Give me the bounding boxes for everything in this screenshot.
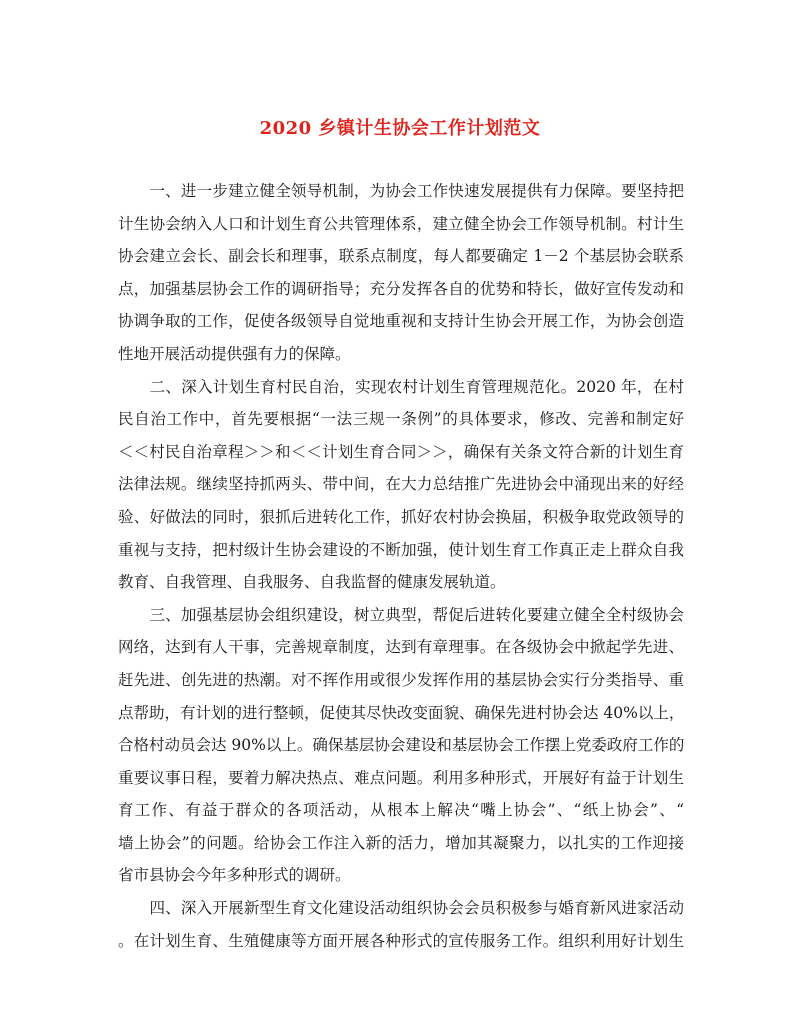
paragraph-line: 民自治工作中，首先要根据“一法三规一条例”的具体要求，修改、完善和制定好: [118, 410, 684, 429]
paragraph-line: ＜＜村民自治章程＞＞和＜＜计划生育合同＞＞，确保有关条文符合新的计划生育: [118, 442, 684, 461]
paragraph-line: 四、深入开展新型生育文化建设活动组织协会会员积极参与婚育新风进家活动: [118, 899, 684, 918]
document-body: [118, 175, 684, 957]
paragraph-line: 点帮助，有计划的进行整顿，促使其尽快改变面貌、确保先进村协会达 40%以上，: [118, 703, 684, 722]
paragraph-line: 重视与支持，把村级计生协会建设的不断加强，使计划生育工作真正走上群众自我: [118, 540, 684, 559]
paragraph-line: 协调争取的工作，促使各级领导自觉地重视和支持计生协会开展工作，为协会创造: [118, 312, 684, 331]
paragraph-line: 。在计划生育、生殖健康等方面开展各种形式的宣传服务工作。组织利用好计划生: [118, 931, 684, 950]
paragraph-line: 育工作、有益于群众的各项活动，从根本上解决“嘴上协会”、“纸上协会”、“: [118, 801, 684, 820]
paragraph-1: [118, 175, 684, 371]
paragraph-line: 二、深入计划生育村民自治，实现农村计划生育管理规范化。2020 年，在村: [118, 377, 684, 396]
paragraph-line: 重要议事日程，要着力解决热点、难点问题。利用多种形式，开展好有益于计划生: [118, 768, 684, 787]
paragraph-line: 合格村动员会达 90%以上。确保基层协会建设和基层协会工作摆上党委政府工作的: [118, 736, 684, 755]
document-title: 2020 乡镇计生协会工作计划范文: [259, 118, 541, 139]
paragraph-4: [118, 892, 684, 957]
paragraph-line: 网络，达到有人干事，完善规章制度，达到有章理事。在各级协会中掀起学先进、: [118, 638, 684, 657]
paragraph-line: 验、好做法的同时，狠抓后进转化工作，抓好农村协会换届，积极争取党政领导的: [118, 507, 684, 526]
paragraph-line: 法律法规。继续坚持抓两头、带中间，在大力总结推广先进协会中涌现出来的好经: [118, 475, 684, 494]
paragraph-3: [118, 599, 684, 892]
paragraph-line: 墙上协会”的问题。给协会工作注入新的活力，增加其凝聚力，以扎实的工作迎接: [118, 833, 684, 852]
paragraph-line: 计生协会纳入人口和计划生育公共管理体系，建立健全协会工作领导机制。村计生: [118, 214, 684, 233]
paragraph-line: 教育、自我管理、自我服务、自我监督的健康发展轨道。: [118, 573, 506, 592]
paragraph-line: 省市县协会今年多种形式的调研。: [118, 866, 351, 885]
paragraph-line: 点，加强基层协会工作的调研指导；充分发挥各自的优势和特长，做好宣传发动和: [118, 279, 684, 298]
paragraph-line: 协会建立会长、副会长和理事，联系点制度，每人都要确定 1－2 个基层协会联系: [118, 247, 684, 266]
paragraph-2: [118, 371, 684, 599]
paragraph-line: 三、加强基层协会组织建设，树立典型，帮促后进转化要建立健全全村级协会: [118, 605, 684, 624]
paragraph-line: 性地开展活动提供强有力的保障。: [118, 344, 351, 363]
paragraph-line: 一、进一步建立健全领导机制，为协会工作快速发展提供有力保障。要坚持把: [118, 182, 684, 200]
paragraph-line: 赶先进、创先进的热潮。对不挥作用或很少发挥作用的基层协会实行分类指导、重: [118, 670, 684, 689]
